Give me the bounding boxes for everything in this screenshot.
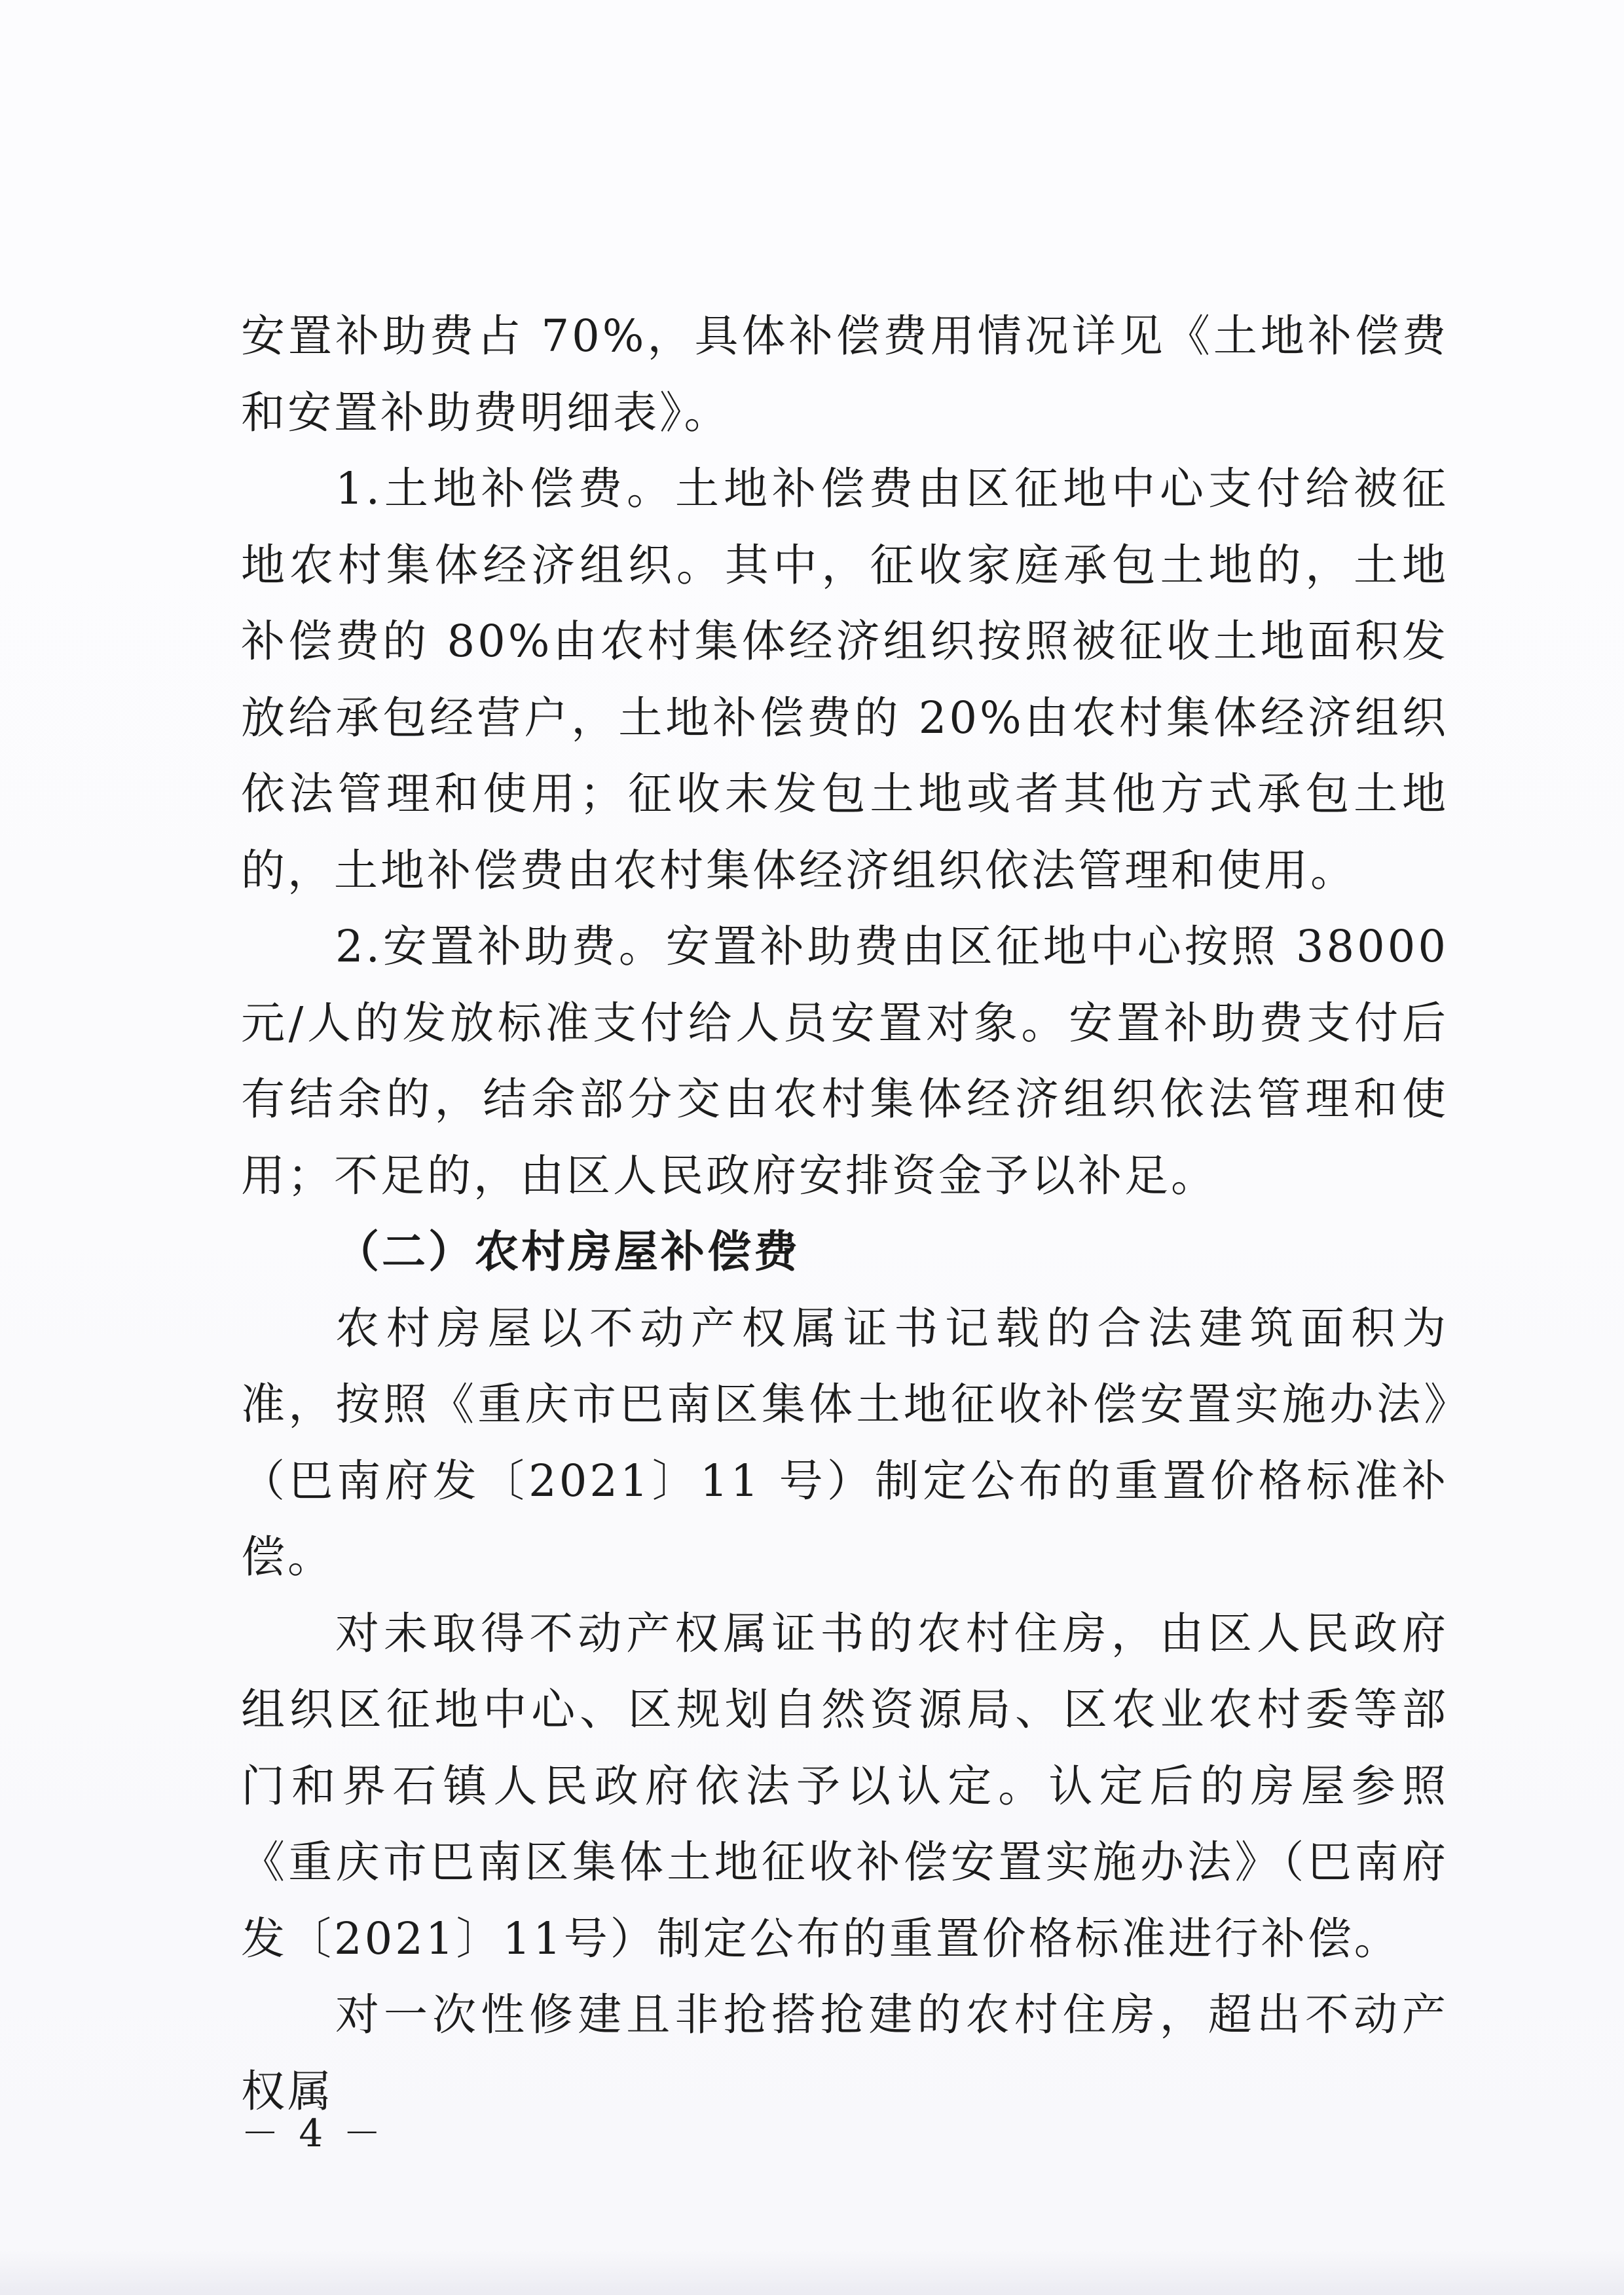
document-body [241, 298, 1449, 2129]
page-number: － 4 － [241, 2111, 385, 2155]
paragraph-one-time-construction: 对一次性修建且非抢搭抢建的农村住房，超出不动产权属 [241, 1989, 1449, 2117]
paragraph-housing-standard: 农村房屋以不动产权属证书记载的合法建筑面积为准，按照《重庆市巴南区集体土地征收补偿安置实施办法》（巴南府发〔2021〕11 号）制定公布的重置价格标准补偿。 [241, 1302, 1449, 1582]
paragraph-uncertified-housing: 对未取得不动产权属证书的农村住房，由区人民政府组织区征地中心、区规划自然资源局、区农业农村委等部门和界石镇人民政府依法予以认定。认定后的房屋参照《重庆市巴南区集体土地征收补偿安置实施办法》（巴南府发〔2021〕11号）制定公布的重置价格标准进行补偿。 [241, 1607, 1449, 1964]
section-heading-rural-housing: （二）农村房屋补偿费 [335, 1226, 800, 1277]
paragraph-continuation: 安置补助费占 70%，具体补偿费用情况详见《土地补偿费和安置补助费明细表》。 [241, 310, 1449, 438]
paragraph-resettlement-subsidy: 2.安置补助费。安置补助费由区征地中心按照 38000 元/人的发放标准支付给人员安置对象。安置补助费支付后有结余的，结余部分交由农村集体经济组织依法管理和使用；不足的，由区人民政府安排资金予以补足。 [241, 921, 1449, 1201]
paragraph-land-compensation: 1.土地补偿费。土地补偿费由区征地中心支付给被征地农村集体经济组织。其中，征收家庭承包土地的，土地补偿费的 80%由农村集体经济组织按照被征收土地面积发放给承包经营户，土地补偿费的 20%由农村集体经济组织依法管理和使用；征收未发包土地或者其他方式承包土地的，土地补偿费由农村集体经济组织依法管理和使用。 [241, 463, 1449, 896]
